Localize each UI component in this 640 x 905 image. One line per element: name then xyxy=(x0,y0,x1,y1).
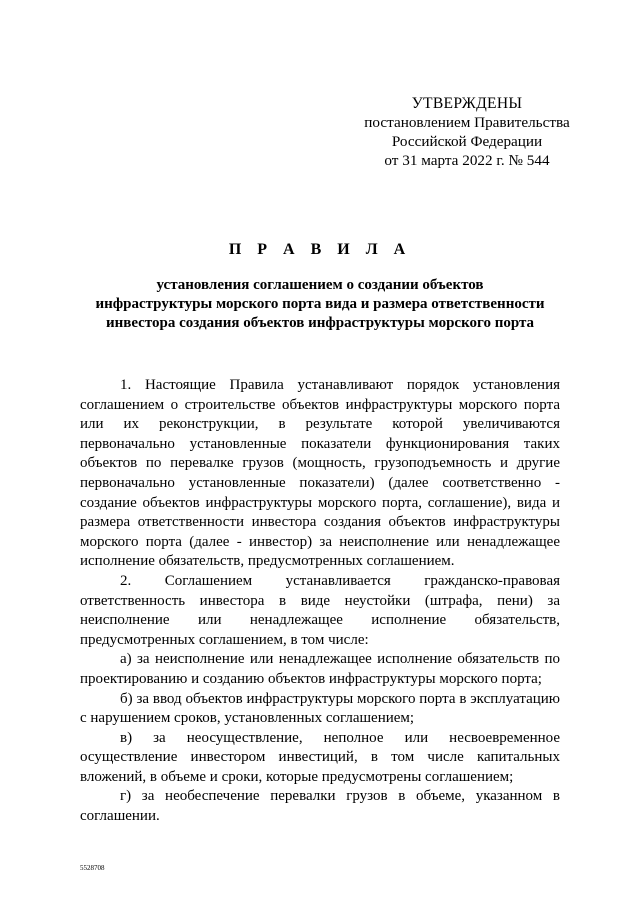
paragraph-2: 2. Соглашением устанавливается гражданско-правовая ответственность инвестора в виде неустойки (штрафа, пени) за неисполнение или ненадлежащее исполнение обязательств, предусмотренных соглашением, в том числе: xyxy=(80,572,560,648)
paragraph-2a: а) за неисполнение или ненадлежащее исполнение обязательств по проектированию и созданию объектов инфраструктуры морского порта; xyxy=(80,651,560,687)
paragraph-2b: б) за ввод объектов инфраструктуры морского порта в эксплуатацию с нарушением сроков, установленных соглашением; xyxy=(80,690,560,727)
subtitle-line-3: инвестора создания объектов инфраструктуры морского порта xyxy=(105,315,535,331)
document-subtitle xyxy=(80,276,560,333)
document-code: 5528708 xyxy=(80,864,105,872)
approval-title: УТВЕРЖДЕНЫ xyxy=(411,95,523,112)
approval-line-2: Российской Федерации xyxy=(391,133,543,150)
subtitle-line-2: инфраструктуры морского порта вида и размера ответственности xyxy=(95,296,545,312)
document-title: П Р А В И Л А xyxy=(228,241,412,258)
paragraph-2c: в) за неосуществление, неполное или несвоевременное осуществление инвестором инвестиций, в том числе капитальных вложений, в объеме и сроки, которые предусмотрены соглашением; xyxy=(80,729,560,785)
document-body xyxy=(80,376,560,827)
paragraph-2d: г) за необеспечение перевалки грузов в объеме, указанном в соглашении. xyxy=(80,788,560,825)
approval-stamp xyxy=(358,94,576,170)
subtitle-line-1: установления соглашением о создании объектов xyxy=(156,277,484,293)
approval-line-1: постановлением Правительства xyxy=(364,114,570,131)
approval-line-3: от 31 марта 2022 г. № 544 xyxy=(384,152,550,169)
paragraph-1: 1. Настоящие Правила устанавливают порядок установления соглашением о строительстве объектов инфраструктуры морского порта или их реконструкции, в результате которой увеличиваются первоначально установленные показатели функционирования таких объектов по перевалке грузов (мощность, грузоподъемность и другие первоначально установленные показатели) (далее соответственно - создание объектов инфраструктуры морского порта, соглашение), вида и размера ответственности инвестора создания объектов инфраструктуры морского порта (далее - инвестор) за неисполнение или ненадлежащее исполнение обязательств, предусмотренных соглашением. xyxy=(80,377,560,570)
title-block xyxy=(80,240,560,333)
